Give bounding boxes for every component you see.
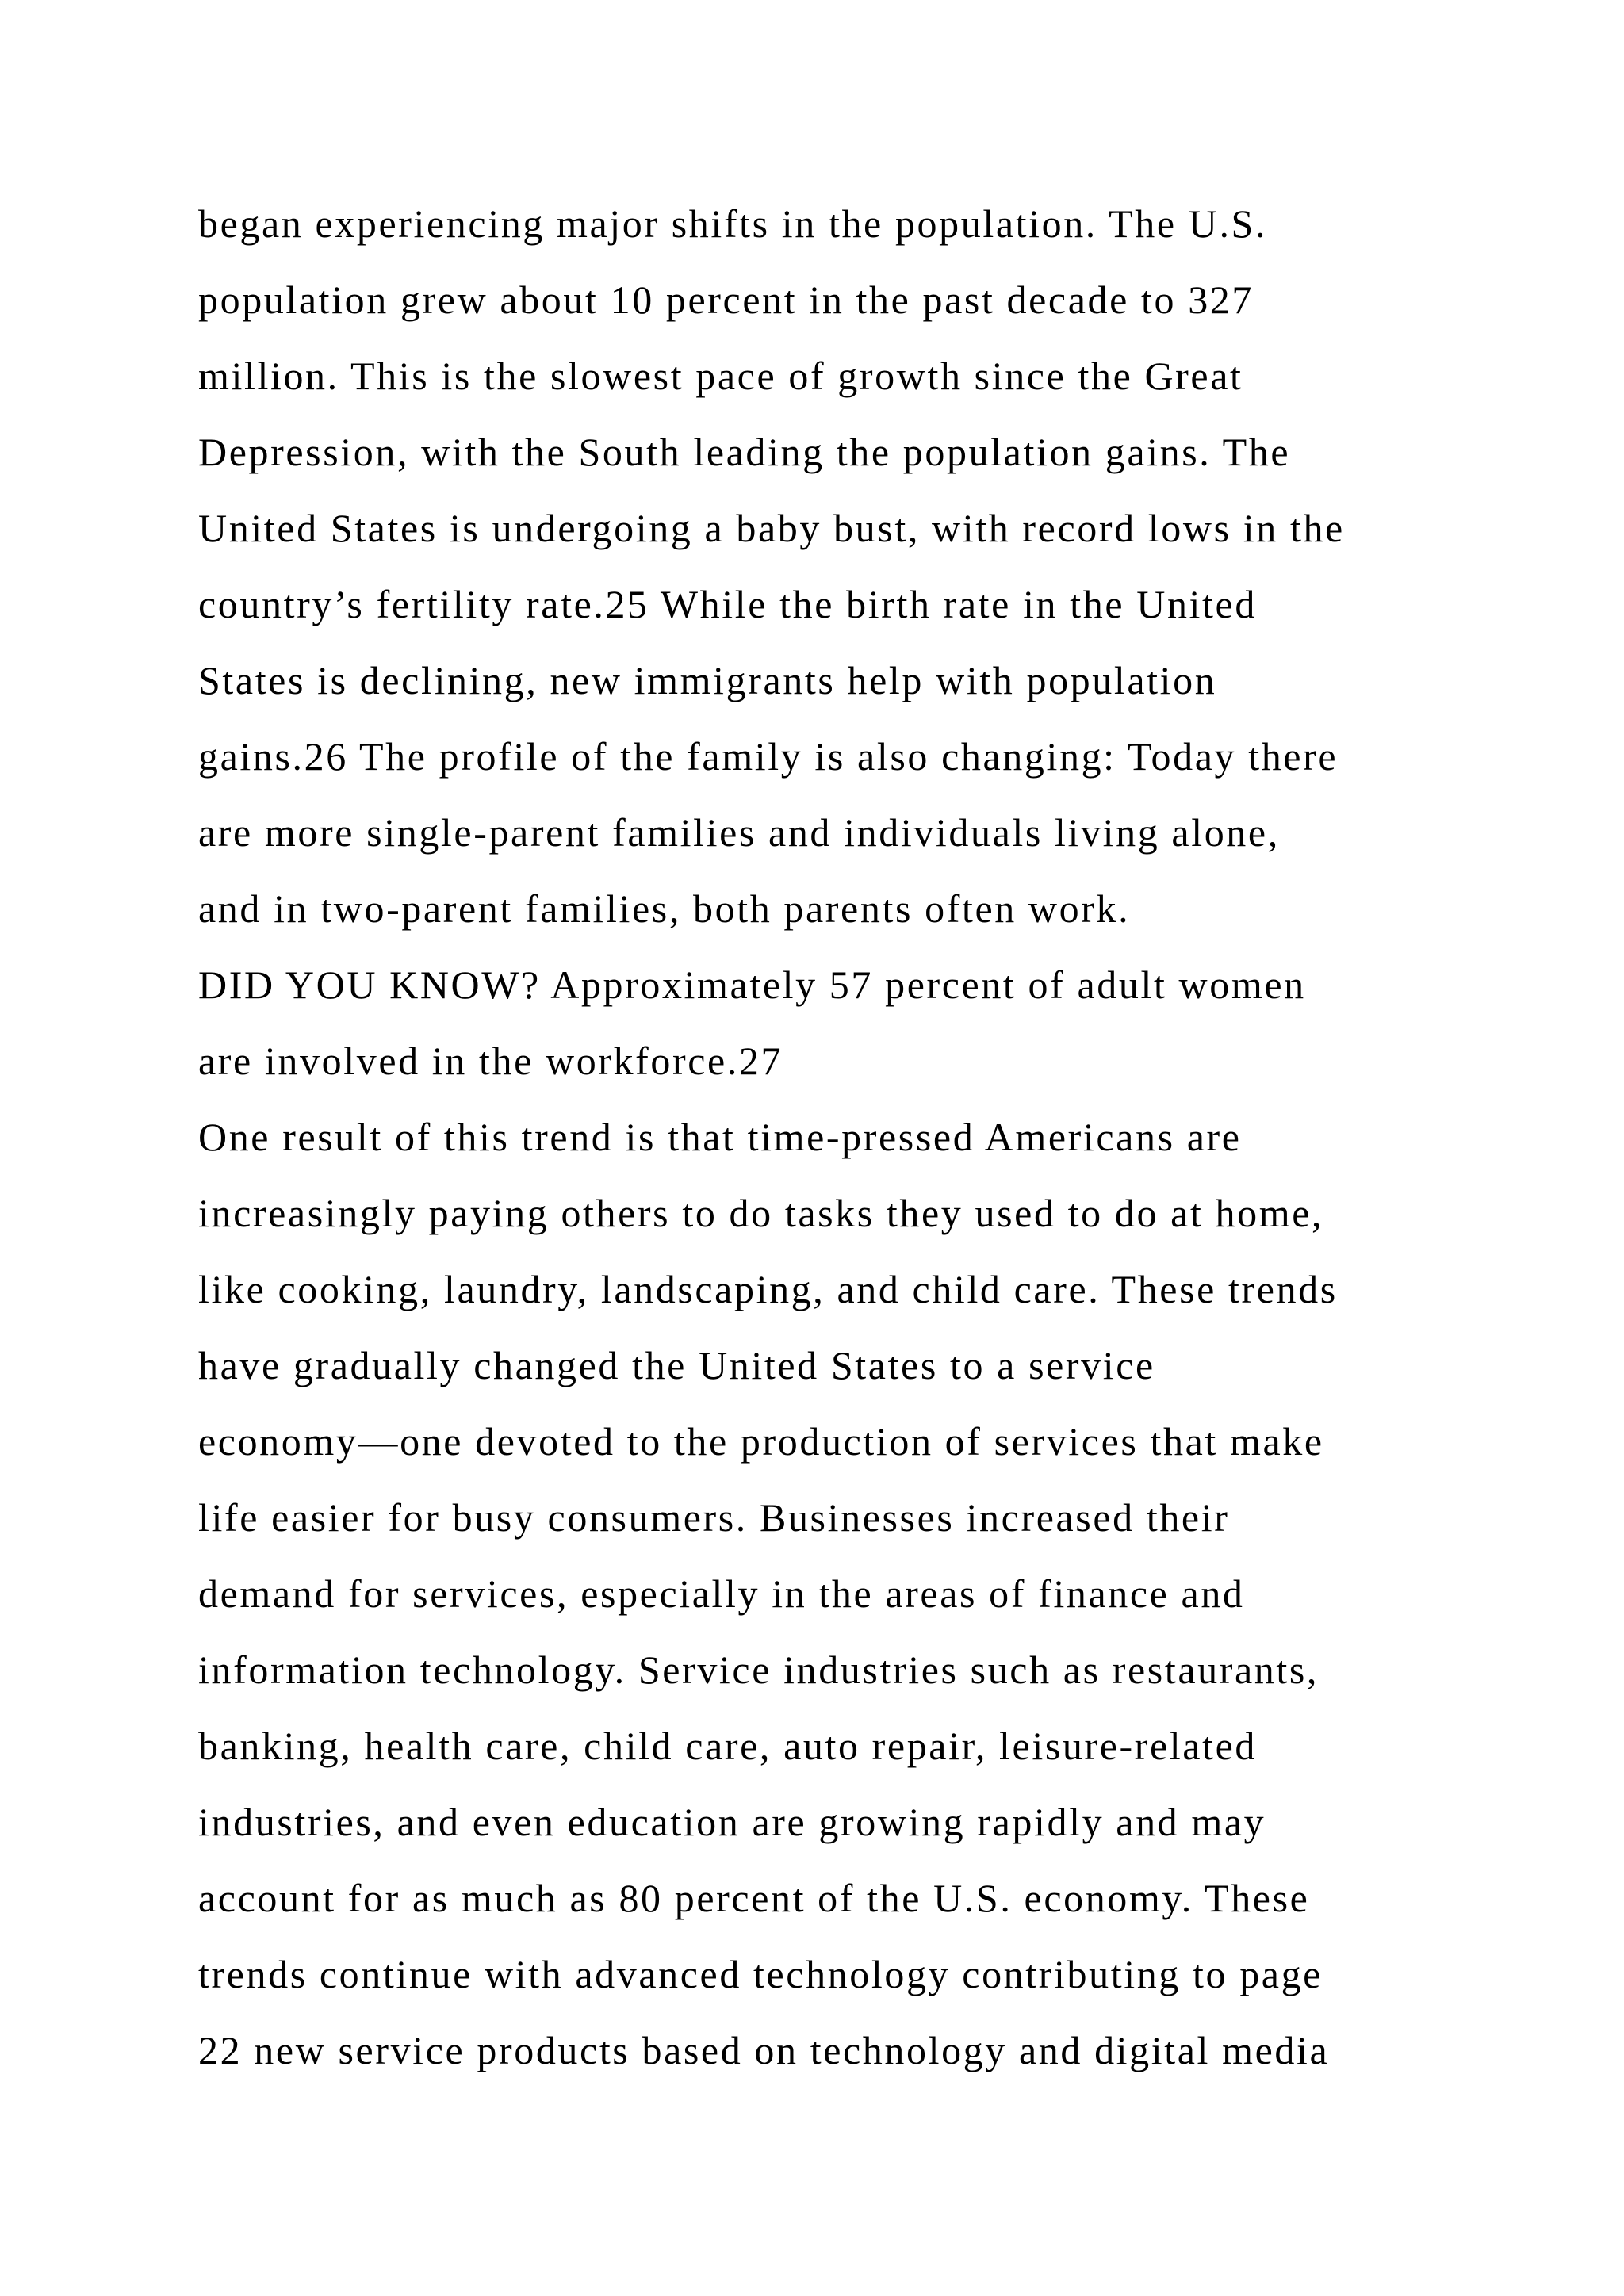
text-line: increasingly paying others to do tasks they used to do at home,	[198, 1191, 1324, 1235]
did-you-know-line: are involved in the workforce.27	[198, 1039, 783, 1083]
text-line: began experiencing major shifts in the population. The U.S.	[198, 201, 1268, 246]
text-line: One result of this trend is that time-pressed Americans are	[198, 1115, 1242, 1159]
body-text	[198, 198, 1467, 2101]
text-line: gains.26 The profile of the family is also changing: Today there	[198, 734, 1339, 779]
text-line: States is declining, new immigrants help with population	[198, 658, 1217, 702]
text-line: population grew about 10 percent in the past decade to 327	[198, 277, 1254, 322]
text-line: and in two-parent families, both parents often work.	[198, 886, 1131, 931]
text-line: trends continue with advanced technology contributing to page	[198, 1952, 1323, 1996]
text-line: are more single-parent families and individuals living alone,	[198, 810, 1280, 855]
text-line: industries, and even education are growing rapidly and may	[198, 1800, 1266, 1844]
text-line: account for as much as 80 percent of the U.S. economy. These	[198, 1876, 1310, 1920]
text-line: 22 new service products based on technology and digital media	[198, 2028, 1330, 2072]
text-line: information technology. Service industries such as restaurants,	[198, 1647, 1320, 1692]
text-line: like cooking, laundry, landscaping, and child care. These trends	[198, 1267, 1338, 1311]
text-line: million. This is the slowest pace of growth since the Great	[198, 354, 1243, 398]
text-line: life easier for busy consumers. Businesses increased their	[198, 1495, 1230, 1540]
text-line: economy—one devoted to the production of services that make	[198, 1419, 1324, 1464]
text-line: Depression, with the South leading the population gains. The	[198, 430, 1291, 474]
text-line: demand for services, especially in the areas of finance and	[198, 1571, 1245, 1616]
text-line: have gradually changed the United States to a service	[198, 1343, 1155, 1387]
text-line: banking, health care, child care, auto repair, leisure-related	[198, 1724, 1257, 1768]
did-you-know-line: DID YOU KNOW? Approximately 57 percent of adult women	[198, 962, 1306, 1007]
text-line: country’s fertility rate.25 While the birth rate in the United	[198, 582, 1257, 626]
text-line: United States is undergoing a baby bust, with record lows in the	[198, 506, 1345, 550]
